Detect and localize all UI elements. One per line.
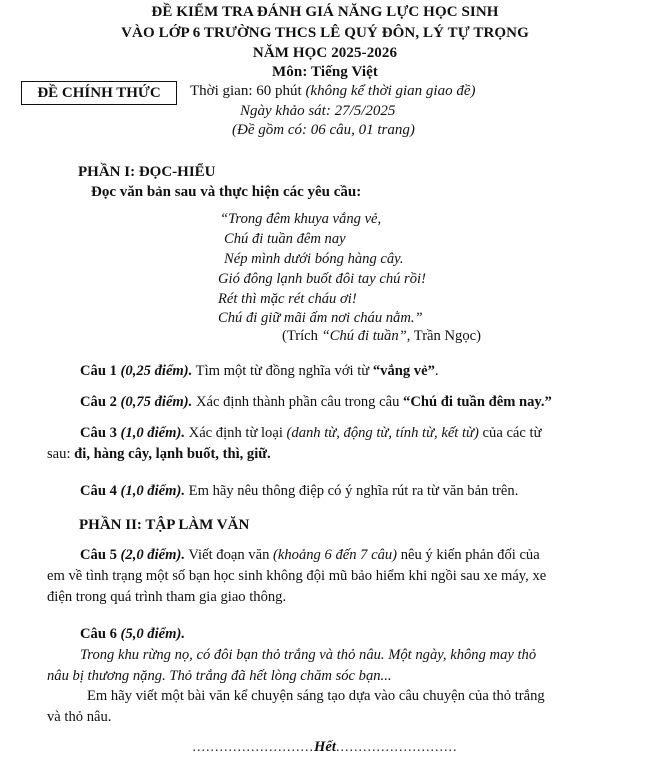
- question-5-line-2: em về tình trạng một số bạn học sinh không đội mũ bảo hiểm khi ngồi sau xe máy, xe: [47, 568, 547, 584]
- source-prefix: (Trích: [282, 328, 322, 344]
- question-3-line-2: [47, 444, 271, 465]
- q6-points: (5,0 điểm).: [120, 626, 185, 642]
- q5-note: (khoảng 6 đến 7 câu): [273, 547, 398, 563]
- poem-line-3: Nép mình dưới bóng hàng cây.: [224, 251, 404, 267]
- question-5-line-3: điện trong quá trình tham gia giao thông.: [47, 589, 287, 605]
- q6-label: Câu 6: [80, 626, 121, 642]
- poem-line-1: “Trong đêm khuya vắng vẻ,: [220, 211, 382, 227]
- source-title: “Chú đi tuần”: [321, 328, 407, 344]
- header-line-2: VÀO LỚP 6 TRƯỜNG THCS LÊ QUÝ ĐÔN, LÝ TỰ TRỌNG: [121, 25, 529, 41]
- q6-story-line-2: nâu bị thương nặng. Thỏ trắng đã hết lòng chăm sóc bạn...: [47, 668, 392, 684]
- q3-text: Xác định từ loại: [185, 425, 287, 441]
- q4-label: Câu 4: [80, 483, 121, 499]
- question-6: [80, 624, 185, 645]
- dots-left: ...........................: [192, 740, 315, 755]
- time-note: (không kể thời gian giao đề): [305, 83, 476, 99]
- question-1: [80, 361, 439, 382]
- q2-label: Câu 2: [80, 394, 121, 410]
- poem-source: [282, 326, 481, 347]
- end-marker: [0, 739, 650, 756]
- q3-label: Câu 3: [80, 425, 121, 441]
- time-prefix: Thời gian: 60 phút: [190, 83, 306, 99]
- subject-title: Môn: Tiếng Việt: [272, 64, 378, 80]
- question-2: [80, 392, 552, 413]
- q6-story-line-1: Trong khu rừng nọ, có đôi bạn thỏ trắng và thỏ nâu. Một ngày, không may thỏ: [80, 647, 537, 663]
- q2-text: Xác định thành phần câu trong câu: [192, 394, 404, 410]
- exam-date: Ngày khảo sát: 27/5/2025: [240, 103, 396, 119]
- q3-words: đi, hàng cây, lạnh buốt, thì, giữ.: [74, 446, 271, 462]
- dots-right: ...........................: [335, 740, 458, 755]
- q5-text: Viết đoạn văn: [185, 547, 274, 563]
- part2-title: PHẦN II: TẬP LÀM VĂN: [79, 517, 250, 533]
- q1-end: .: [434, 363, 439, 379]
- q4-points: (1,0 điểm).: [120, 483, 185, 499]
- q1-label: Câu 1: [80, 363, 121, 379]
- q5-text2: nêu ý kiến phản đối của: [397, 547, 540, 563]
- poem-line-6: Chú đi giữ mãi ấm nơi cháu nằm.”: [218, 310, 423, 326]
- q6-task-line-1: Em hãy viết một bài văn kể chuyện sáng tạo dựa vào câu chuyện của thỏ trắng: [87, 688, 545, 704]
- q3-line2-prefix: sau:: [47, 446, 75, 462]
- q1-keyword: “vắng vẻ”: [372, 363, 435, 379]
- source-suffix: , Trần Ngọc): [406, 328, 481, 344]
- part1-title: PHẦN I: ĐỌC-HIỂU: [78, 164, 216, 180]
- poem-line-5: Rét thì mặc rét cháu ơi!: [218, 291, 357, 307]
- part1-instruction: Đọc văn bản sau và thực hiện các yêu cầu:: [91, 184, 362, 200]
- time-info: [190, 83, 475, 100]
- q4-text: Em hãy nêu thông điệp có ý nghĩa rút ra từ văn bản trên.: [185, 483, 519, 499]
- q1-text: Tìm một từ đồng nghĩa với từ: [192, 363, 373, 379]
- q3-points: (1,0 điểm).: [120, 425, 185, 441]
- q2-sentence: “Chú đi tuần đêm nay.”: [403, 394, 552, 410]
- question-3: [80, 423, 541, 444]
- official-label-box: ĐỀ CHÍNH THỨC: [21, 81, 177, 105]
- q5-label: Câu 5: [80, 547, 121, 563]
- page-count: (Đề gồm có: 06 câu, 01 trang): [232, 122, 415, 138]
- poem-line-2: Chú đi tuần đêm nay: [224, 231, 346, 247]
- q3-text2: của các từ: [478, 425, 542, 441]
- header-line-1: ĐỀ KIỂM TRA ĐÁNH GIÁ NĂNG LỰC HỌC SINH: [151, 4, 499, 20]
- question-4: [80, 481, 518, 502]
- q3-word-types: (danh từ, động từ, tính từ, kết từ): [286, 425, 479, 441]
- q1-points: (0,25 điểm).: [120, 363, 193, 379]
- q6-task-line-2: và thỏ nâu.: [47, 709, 112, 725]
- end-text: Hết: [314, 739, 336, 755]
- header-line-3: NĂM HỌC 2025-2026: [252, 45, 398, 61]
- poem-line-4: Gió đông lạnh buốt đôi tay chú rồi!: [218, 271, 426, 287]
- q5-points: (2,0 điểm).: [120, 547, 185, 563]
- q2-points: (0,75 điểm).: [120, 394, 193, 410]
- question-5: [80, 545, 540, 566]
